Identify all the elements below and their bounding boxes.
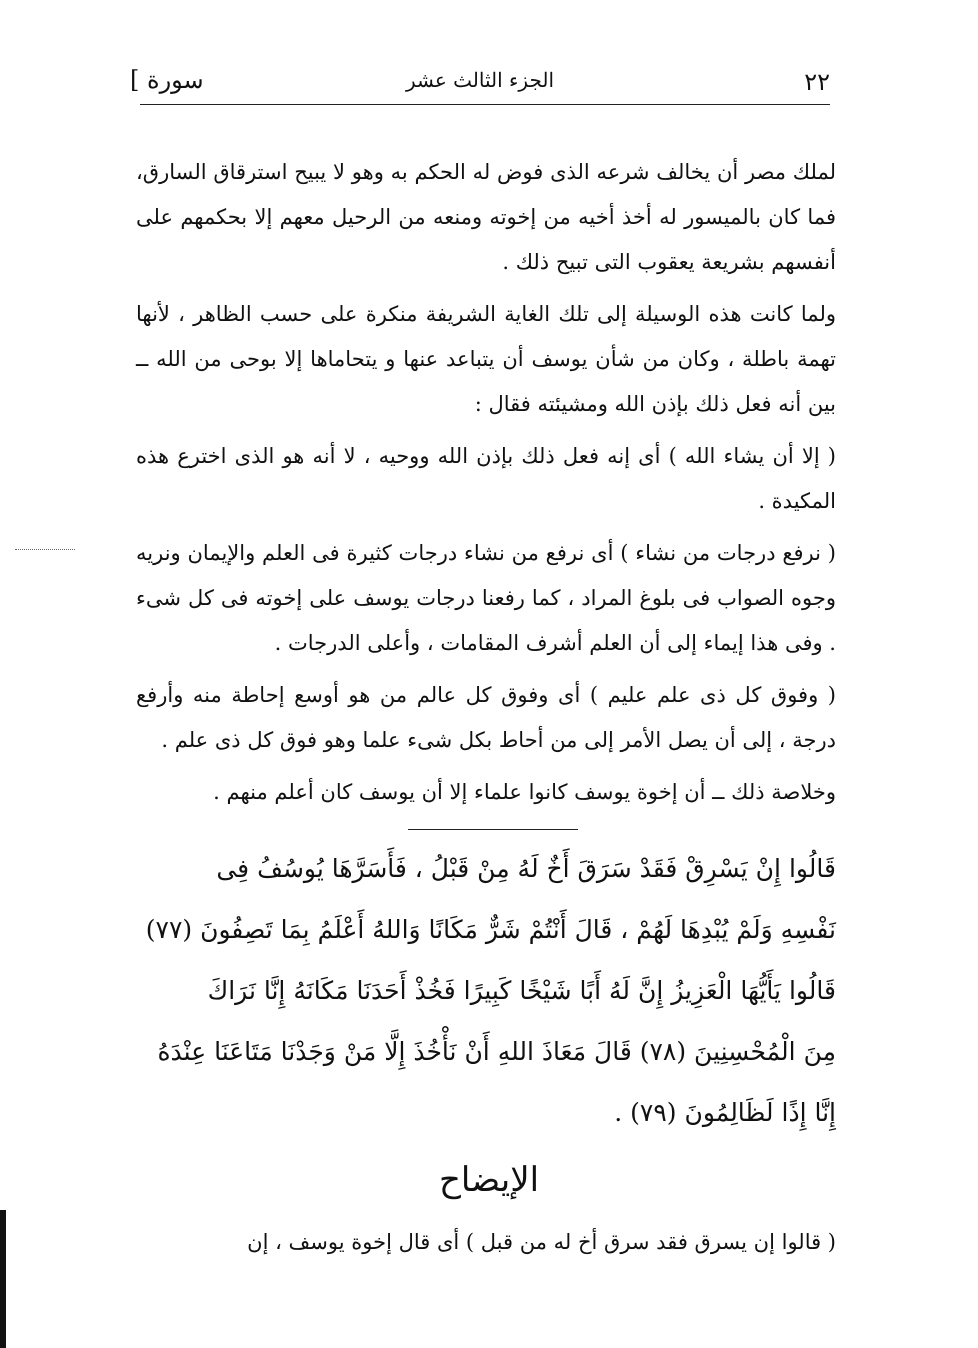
page-number: ٢٢ bbox=[804, 68, 830, 96]
page-header bbox=[130, 64, 830, 104]
paragraph: ولما كانت هذه الوسيلة إلى تلك الغاية الشريفة منكرة على حسب الظاهر ، لأنها تهمة باطلة ، وكان من شأن يوسف أن يتباعد عنها و يتحاماها إلا بوحى من الله ــ بين أنه فعل ذلك بإذن الله ومشيئته فقال : bbox=[136, 302, 836, 416]
paragraph: ( وفوق كل ذى علم عليم ) أى وفوق كل عالم من هو أوسع إحاطة منه وأرفع درجة ، إلى أن يصل الأمر إلى من أحاط بكل شىء علما وهو فوق كل ذى علم . bbox=[136, 683, 836, 752]
quran-line: قَالُوا يَأَيُّهَا الْعَزِيزُ إِنَّ لَهُ أَبًا شَيْخًا كَبِيرًا فَخُذْ أَحَدَنَا مَكَانَهُ إِنَّا نَرَاكَ bbox=[207, 976, 836, 1005]
commentary-text bbox=[136, 150, 836, 822]
quran-line: إِنَّا إِذًا لَظَالِمُونَ (٧٩) . bbox=[614, 1098, 836, 1127]
scan-edge-mark bbox=[0, 1210, 6, 1348]
paragraph: ( نرفع درجات من نشاء ) أى نرفع من نشاء درجات كثيرة فى العلم والإيمان ونريه وجوه الصواب فى بلوغ المراد ، كما رفعنا درجات يوسف على إخوته فى كل شىء . وفى هذا إيماء إلى أن العلم أشرف المقامات ، وأعلى الدرجات . bbox=[136, 541, 836, 655]
header-rule bbox=[140, 104, 830, 105]
paragraph: لملك مصر أن يخالف شرعه الذى فوض له الحكم به وهو لا يبيح استرقاق السارق، فما كان بالميسور له أخذ أخيه من إخوته ومنعه من الرحيل معهم إلا بحكمهم على أنفسهم بشريعة يعقوب التى تبيح ذلك . bbox=[136, 160, 836, 274]
quran-line: نَفْسِهِ وَلَمْ يُبْدِهَا لَهُمْ ، قَالَ أَنْتُمْ شَرٌّ مَكَانًا وَاللهُ أَعْلَمُ بِمَا تَصِفُونَ (٧٧) bbox=[145, 915, 836, 944]
quran-separator-rule bbox=[408, 829, 578, 830]
quran-verses bbox=[136, 838, 836, 1143]
scan-margin-dots bbox=[15, 549, 75, 550]
running-title: الجزء الثالث عشر bbox=[405, 68, 555, 92]
paragraph: ( إلا أن يشاء الله ) أى إنه فعل ذلك بإذن الله ووحيه ، لا أنه هو الذى اخترع هذه المكيدة . bbox=[136, 444, 836, 513]
paragraph: وخلاصة ذلك ــ أن إخوة يوسف كانوا علماء إلا أن يوسف كان أعلم منهم . bbox=[213, 780, 836, 804]
quran-line: مِنَ الْمُحْسِنِينَ (٧٨) قَالَ مَعَاذَ اللهِ أَنْ نَأْخُذَ إِلَّا مَنْ وَجَدْنَا مَتَاعَنَا عِنْدَهُ bbox=[157, 1037, 836, 1066]
paragraph: ( قالوا إن يسرق فقد سرق أخ له من قبل ) أى قال إخوة يوسف ، إن bbox=[247, 1230, 836, 1254]
surah-label: سورة ] bbox=[130, 66, 204, 94]
quran-line: قَالُوا إِنْ يَسْرِقْ فَقَدْ سَرَقَ أَخٌ لَهُ مِنْ قَبْلُ ، فَأَسَرَّهَا يُوسُفُ فِى bbox=[216, 854, 836, 883]
section-title: الإيضاح bbox=[438, 1160, 540, 1200]
